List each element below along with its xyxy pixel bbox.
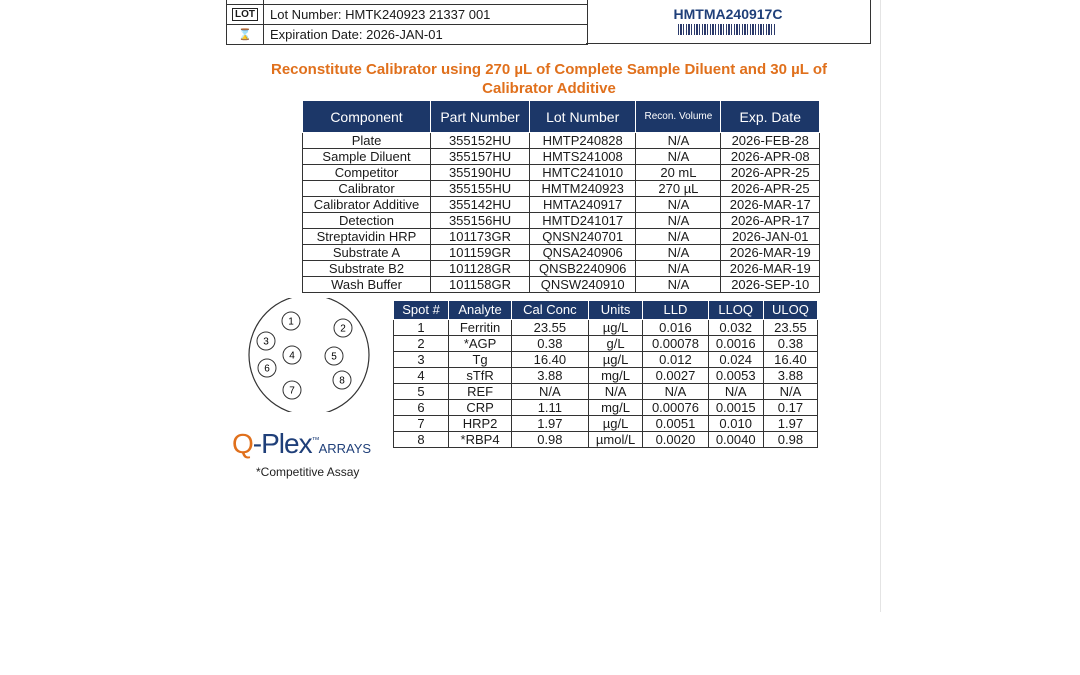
analyte-cell: CRP bbox=[449, 400, 512, 416]
component-cell: HMTC241010 bbox=[530, 165, 636, 181]
spot-map-diagram bbox=[246, 298, 372, 412]
component-cell: N/A bbox=[636, 277, 721, 293]
analyte-cell: 0.012 bbox=[643, 352, 708, 368]
analyte-header-cell: Spot # bbox=[394, 301, 449, 320]
component-row bbox=[303, 213, 820, 229]
barcode-box bbox=[586, 0, 871, 44]
analyte-row bbox=[394, 400, 818, 416]
component-cell: Competitor bbox=[303, 165, 431, 181]
component-row bbox=[303, 261, 820, 277]
analyte-cell: *AGP bbox=[449, 336, 512, 352]
spot-label: 3 bbox=[263, 336, 269, 348]
analyte-cell: 3 bbox=[394, 352, 449, 368]
kit-info-box bbox=[226, 0, 588, 45]
analyte-cell: 0.0053 bbox=[708, 368, 763, 384]
analyte-cell: 0.0040 bbox=[708, 432, 763, 448]
analyte-cell: mg/L bbox=[588, 368, 643, 384]
spot-label: 8 bbox=[339, 375, 345, 387]
component-cell: 2026-MAR-17 bbox=[721, 197, 820, 213]
component-cell: 2026-APR-08 bbox=[721, 149, 820, 165]
spot-label: 4 bbox=[289, 350, 295, 362]
component-cell: N/A bbox=[636, 213, 721, 229]
analyte-cell: 1.97 bbox=[763, 416, 817, 432]
analyte-cell: 4 bbox=[394, 368, 449, 384]
analyte-header-row bbox=[394, 301, 818, 320]
analyte-cell: 2 bbox=[394, 336, 449, 352]
component-row bbox=[303, 245, 820, 261]
analyte-cell: 16.40 bbox=[763, 352, 817, 368]
page-edge bbox=[880, 0, 881, 612]
spot-label: 6 bbox=[264, 363, 270, 375]
analyte-header-cell: LLD bbox=[643, 301, 708, 320]
analyte-row bbox=[394, 352, 818, 368]
analyte-cell: 0.0016 bbox=[708, 336, 763, 352]
analyte-row bbox=[394, 320, 818, 336]
component-header-cell: Recon. Volume bbox=[636, 101, 721, 133]
component-cell: N/A bbox=[636, 197, 721, 213]
component-cell: 2026-FEB-28 bbox=[721, 133, 820, 149]
analyte-cell: 0.0015 bbox=[708, 400, 763, 416]
lot-symbol: LOT bbox=[232, 8, 258, 21]
component-cell: 101159GR bbox=[431, 245, 530, 261]
component-header-cell: Part Number bbox=[431, 101, 530, 133]
component-cell: Sample Diluent bbox=[303, 149, 431, 165]
analyte-cell: 0.0020 bbox=[643, 432, 708, 448]
component-cell: N/A bbox=[636, 245, 721, 261]
component-cell: N/A bbox=[636, 261, 721, 277]
component-row bbox=[303, 133, 820, 149]
component-cell: 2026-APR-25 bbox=[721, 165, 820, 181]
component-cell: HMTD241017 bbox=[530, 213, 636, 229]
competitive-assay-footnote: *Competitive Assay bbox=[256, 465, 360, 479]
spot-label: 2 bbox=[340, 323, 346, 335]
analyte-cell: µg/L bbox=[588, 352, 643, 368]
analyte-row bbox=[394, 336, 818, 352]
expiration-date-text: Expiration Date: 2026-JAN-01 bbox=[270, 27, 443, 42]
component-cell: 355152HU bbox=[431, 133, 530, 149]
analyte-cell: 1.97 bbox=[512, 416, 589, 432]
analyte-cell: 23.55 bbox=[763, 320, 817, 336]
component-cell: Calibrator Additive bbox=[303, 197, 431, 213]
component-cell: 101158GR bbox=[431, 277, 530, 293]
component-cell: HMTM240923 bbox=[530, 181, 636, 197]
spot-label: 7 bbox=[289, 385, 295, 397]
analyte-cell: 0.38 bbox=[512, 336, 589, 352]
analyte-cell: 0.00076 bbox=[643, 400, 708, 416]
logo-arrays: ARRAYS bbox=[318, 441, 372, 456]
component-cell: 355157HU bbox=[431, 149, 530, 165]
component-cell: QNSA240906 bbox=[530, 245, 636, 261]
kit-row-expiry bbox=[227, 24, 587, 44]
analyte-cell: 0.17 bbox=[763, 400, 817, 416]
component-cell: Substrate B2 bbox=[303, 261, 431, 277]
analyte-header-cell: Units bbox=[588, 301, 643, 320]
component-cell: 101173GR bbox=[431, 229, 530, 245]
logo-plex: -Plex bbox=[252, 428, 312, 459]
component-row bbox=[303, 229, 820, 245]
analyte-cell: 0.00078 bbox=[643, 336, 708, 352]
analyte-cell: 5 bbox=[394, 384, 449, 400]
component-row bbox=[303, 197, 820, 213]
analyte-cell: *RBP4 bbox=[449, 432, 512, 448]
spot-label: 1 bbox=[288, 316, 294, 328]
component-header-cell: Exp. Date bbox=[721, 101, 820, 133]
analyte-cell: N/A bbox=[588, 384, 643, 400]
component-cell: 2026-MAR-19 bbox=[721, 261, 820, 277]
component-cell: Wash Buffer bbox=[303, 277, 431, 293]
analyte-cell: 7 bbox=[394, 416, 449, 432]
analyte-cell: µg/L bbox=[588, 416, 643, 432]
barcode-graphic bbox=[678, 24, 776, 35]
component-cell: 2026-MAR-19 bbox=[721, 245, 820, 261]
well-outline bbox=[249, 298, 369, 412]
components-table bbox=[302, 100, 820, 293]
reconstitution-instruction: Reconstitute Calibrator using 270 µL of Complete Sample Diluent and 30 µL of Calibrator Additive bbox=[271, 61, 827, 97]
component-cell: HMTP240828 bbox=[530, 133, 636, 149]
analyte-cell: N/A bbox=[643, 384, 708, 400]
component-cell: 355142HU bbox=[431, 197, 530, 213]
component-cell: 355156HU bbox=[431, 213, 530, 229]
spot-label: 5 bbox=[331, 351, 337, 363]
analyte-header-cell: Cal Conc bbox=[512, 301, 589, 320]
logo-q: Q bbox=[232, 428, 253, 459]
component-row bbox=[303, 149, 820, 165]
analyte-table bbox=[393, 300, 818, 448]
analyte-cell: N/A bbox=[763, 384, 817, 400]
analyte-cell: 6 bbox=[394, 400, 449, 416]
component-cell: 20 mL bbox=[636, 165, 721, 181]
component-cell: Substrate A bbox=[303, 245, 431, 261]
lot-number-text: Lot Number: HMTK240923 21337 001 bbox=[270, 7, 491, 22]
q-plex-arrays-logo bbox=[232, 428, 371, 460]
analyte-cell: 0.010 bbox=[708, 416, 763, 432]
analyte-cell: 3.88 bbox=[512, 368, 589, 384]
component-cell: 2026-APR-25 bbox=[721, 181, 820, 197]
analyte-header-cell: LLOQ bbox=[708, 301, 763, 320]
analyte-row bbox=[394, 432, 818, 448]
component-cell: N/A bbox=[636, 149, 721, 165]
component-cell: Detection bbox=[303, 213, 431, 229]
analyte-cell: 8 bbox=[394, 432, 449, 448]
component-cell: 355155HU bbox=[431, 181, 530, 197]
component-row bbox=[303, 277, 820, 293]
analyte-cell: 0.016 bbox=[643, 320, 708, 336]
component-cell: HMTA240917 bbox=[530, 197, 636, 213]
analyte-cell: 0.0027 bbox=[643, 368, 708, 384]
component-cell: N/A bbox=[636, 229, 721, 245]
component-cell: Calibrator bbox=[303, 181, 431, 197]
expiry-hourglass-icon: ⌛ bbox=[227, 25, 264, 44]
component-cell: 2026-JAN-01 bbox=[721, 229, 820, 245]
analyte-cell: 1 bbox=[394, 320, 449, 336]
analyte-cell: µg/L bbox=[588, 320, 643, 336]
component-row bbox=[303, 181, 820, 197]
analyte-cell: µmol/L bbox=[588, 432, 643, 448]
analyte-cell: 3.88 bbox=[763, 368, 817, 384]
analyte-cell: REF bbox=[449, 384, 512, 400]
component-cell: 2026-SEP-10 bbox=[721, 277, 820, 293]
component-cell: 2026-APR-17 bbox=[721, 213, 820, 229]
component-cell: N/A bbox=[636, 133, 721, 149]
analyte-cell: 0.38 bbox=[763, 336, 817, 352]
analyte-header-cell: Analyte bbox=[449, 301, 512, 320]
component-cell: QNSN240701 bbox=[530, 229, 636, 245]
component-header-cell: Component bbox=[303, 101, 431, 133]
component-cell: 355190HU bbox=[431, 165, 530, 181]
analyte-cell: HRP2 bbox=[449, 416, 512, 432]
analyte-header-cell: ULOQ bbox=[763, 301, 817, 320]
analyte-cell: mg/L bbox=[588, 400, 643, 416]
analyte-row bbox=[394, 384, 818, 400]
component-row bbox=[303, 165, 820, 181]
analyte-cell: N/A bbox=[708, 384, 763, 400]
component-cell: Plate bbox=[303, 133, 431, 149]
component-cell: Streptavidin HRP bbox=[303, 229, 431, 245]
analyte-cell: N/A bbox=[512, 384, 589, 400]
analyte-cell: 0.98 bbox=[763, 432, 817, 448]
analyte-cell: 16.40 bbox=[512, 352, 589, 368]
component-cell: QNSW240910 bbox=[530, 277, 636, 293]
analyte-cell: 0.98 bbox=[512, 432, 589, 448]
analyte-cell: 0.0051 bbox=[643, 416, 708, 432]
analyte-cell: 1.11 bbox=[512, 400, 589, 416]
analyte-cell: 0.024 bbox=[708, 352, 763, 368]
component-cell: HMTS241008 bbox=[530, 149, 636, 165]
analyte-cell: sTfR bbox=[449, 368, 512, 384]
component-cell: QNSB2240906 bbox=[530, 261, 636, 277]
analyte-cell: 0.032 bbox=[708, 320, 763, 336]
kit-row-lot bbox=[227, 4, 587, 24]
component-cell: 270 µL bbox=[636, 181, 721, 197]
analyte-cell: Tg bbox=[449, 352, 512, 368]
analyte-row bbox=[394, 416, 818, 432]
component-cell: 101128GR bbox=[431, 261, 530, 277]
barcode-label: HMTMA240917C bbox=[673, 6, 783, 22]
components-header-row bbox=[303, 101, 820, 133]
logo-tm: ™ bbox=[311, 435, 319, 445]
component-header-cell: Lot Number bbox=[530, 101, 636, 133]
analyte-cell: 23.55 bbox=[512, 320, 589, 336]
analyte-row bbox=[394, 368, 818, 384]
analyte-cell: Ferritin bbox=[449, 320, 512, 336]
analyte-cell: g/L bbox=[588, 336, 643, 352]
